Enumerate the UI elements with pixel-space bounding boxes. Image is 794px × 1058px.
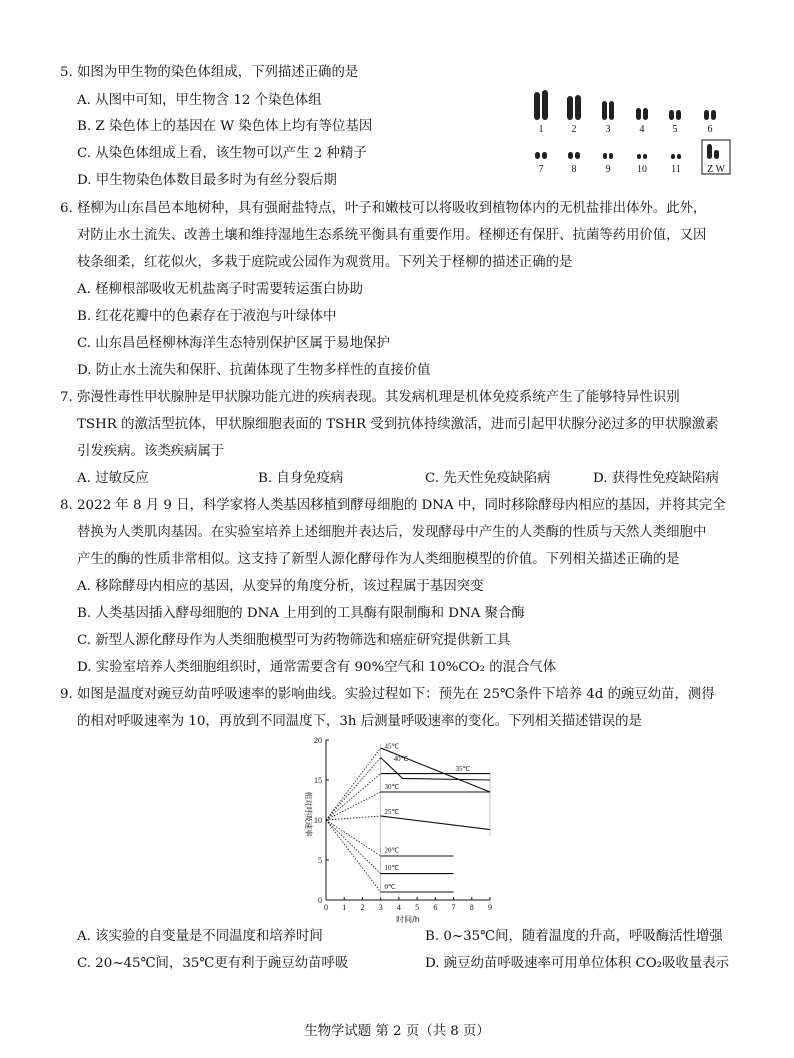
karyo-label: 5 (672, 124, 678, 135)
x-tick-label: 3 (378, 903, 383, 912)
series-label: 20℃ (384, 846, 400, 855)
series-dotted-segment (326, 792, 381, 820)
chromosome-pair-4 (636, 108, 648, 120)
q6-option-a: A. 柽柳根部吸收无机盐离子时需要转运蛋白协助 (77, 282, 363, 297)
q7-stem-line1: 7. 弥漫性毒性甲状腺肿是甲状腺功能亢进的疾病表现。其发病机理是机体免疫系统产生了能够特异性识别 (60, 390, 680, 405)
series-dotted-segment (326, 820, 381, 874)
q7-option-d: D. 获得性免疫缺陷病 (593, 471, 719, 486)
series-dotted-segment (326, 774, 381, 820)
q6-stem-line1: 6. 柽柳为山东昌邑本地树种，具有强耐盐特点，叶子和嫩枝可以将吸收到植物体内的无机盐排出体外。此外， (60, 201, 707, 216)
karyo-label: 10 (637, 164, 647, 175)
q8-stem-line3: 产生的酶的性质非常相似。这支持了新型人源化酵母作为人类细胞模型的价值。下列相关描述正确的是 (77, 552, 680, 567)
chromosome-pair-7 (535, 152, 547, 159)
karyo-label: 9 (605, 164, 611, 175)
chromosome-pair-2 (567, 95, 581, 120)
series-dotted-segment (326, 820, 381, 892)
x-tick-label: 2 (360, 903, 365, 912)
chromosome-pair-9 (603, 153, 613, 159)
chromosome-pair-5 (669, 110, 681, 120)
chromosome-pair-zw (707, 144, 719, 159)
chromosome-pair-6 (704, 110, 716, 120)
q9-option-c: C. 20~45℃间，35℃更有利于豌豆幼苗呼吸 (77, 956, 349, 971)
karyo-label: Z W (707, 164, 725, 175)
q6-option-b: B. 红花花瓣中的色素存在于液泡与叶绿体中 (77, 309, 337, 324)
karyo-label: 6 (707, 124, 713, 135)
karyo-label: 8 (571, 164, 577, 175)
q7-stem-line2: TSHR 的激活型抗体，甲状腺细胞表面的 TSHR 受到抗体持续激活，进而引起甲状腺分泌过多的甲状腺激素 (77, 417, 719, 432)
y-tick-label: 10 (314, 816, 322, 825)
q8-option-a: A. 移除酵母内相应的基因，从变异的角度分析，该过程属于基因突变 (77, 579, 484, 594)
x-tick-label: 6 (433, 903, 438, 912)
y-tick-label: 0 (318, 896, 322, 905)
q9-option-a: A. 该实验的自变量是不同温度和培养时间 (77, 929, 323, 944)
chromosome-pair-8 (568, 152, 580, 159)
q6-option-d: D. 防止水土流失和保肝、抗菌体现了生物多样性的直接价值 (77, 363, 431, 378)
q7-option-c: C. 先天性免疫缺陷病 (425, 471, 551, 486)
x-tick-label: 0 (324, 903, 328, 912)
karyo-label: 7 (538, 164, 544, 175)
q8-option-c: C. 新型人源化酵母作为人类细胞模型可为药物筛选和癌症研究提供新工具 (77, 633, 511, 648)
series-label: 30℃ (384, 783, 400, 792)
q7-stem-line3: 引发疾病。该类疾病属于 (77, 444, 225, 459)
q9-stem-line1: 9. 如图是温度对豌豆幼苗呼吸速率的影响曲线。实验过程如下：预先在 25℃条件下培养 4d 的豌豆幼苗，测得 (60, 687, 715, 702)
q8-option-b: B. 人类基因插入酵母细胞的 DNA 上用到的工具酶有限制酶和 DNA 聚合酶 (77, 606, 525, 621)
x-tick-label: 1 (342, 903, 347, 912)
q9-option-d: D. 豌豆幼苗呼吸速率可用单位体积 CO₂吸收量表示 (425, 956, 730, 971)
karyo-label: 1 (538, 124, 544, 135)
q6-option-c: C. 山东昌邑柽柳林海洋生态特别保护区属于易地保护 (77, 336, 390, 351)
q5-option-b: B. Z 染色体上的基因在 W 染色体上均有等位基因 (77, 119, 373, 134)
karyo-label: 3 (605, 124, 611, 135)
series-line (381, 816, 490, 830)
y-tick-label: 15 (314, 776, 322, 785)
series-label: 10℃ (384, 864, 400, 872)
series-label: 35℃ (455, 764, 471, 773)
q7-option-b: B. 自身免疫病 (258, 471, 344, 486)
q5-option-c: C. 从染色体组成上看，该生物可以产生 2 种精子 (77, 146, 367, 161)
series-label: 25℃ (384, 808, 400, 816)
series-dotted-segment (326, 816, 381, 820)
q5-option-a: A. 从图中可知，甲生物含 12 个染色体组 (77, 93, 322, 108)
karyo-label: 2 (571, 124, 577, 135)
x-tick-label: 7 (451, 903, 456, 912)
y-tick-label: 20 (314, 736, 322, 745)
q8-stem-line2: 替换为人类肌肉基因。在实验室培养上述细胞并表达后，发现酵母中产生的人类酶的性质与天然人类细胞中 (77, 525, 707, 540)
chart-ylabel: 相对呼吸速率 (304, 791, 313, 837)
q8-option-d: D. 实验室培养人类细胞组织时，通常需要含有 90%空气和 10%CO₂ 的混合气体 (77, 660, 557, 675)
series-label: 45℃ (384, 742, 400, 751)
chromosome-pair-1 (534, 90, 548, 120)
chromosome-pair-3 (602, 101, 614, 120)
q7-option-a: A. 过敏反应 (77, 471, 149, 486)
series-dotted-segment (326, 758, 381, 820)
q5-option-d: D. 甲生物染色体数目最多时为有丝分裂后期 (77, 173, 337, 188)
series-dotted-segment (326, 748, 381, 820)
q5-stem: 5. 如图为甲生物的染色体组成，下列描述正确的是 (60, 65, 359, 80)
series-label: 40℃ (393, 755, 409, 764)
chromosome-pair-11 (671, 154, 681, 159)
chromosome-pair-10 (637, 154, 647, 159)
respiration-rate-chart (296, 732, 508, 924)
karyo-label: 11 (671, 164, 681, 175)
x-tick-label: 9 (488, 903, 492, 912)
karyotype-figure (528, 86, 738, 178)
series-label: 0℃ (384, 883, 396, 892)
page-footer: 生物学试题 第 2 页（共 8 页） (304, 1024, 490, 1039)
q6-stem-line3: 枝条细柔，红花似火，多栽于庭院或公园作为观赏用。下列关于柽柳的描述正确的是 (77, 255, 573, 270)
karyo-label: 4 (639, 124, 645, 135)
x-tick-label: 5 (415, 903, 420, 912)
y-tick-label: 5 (318, 856, 322, 865)
q6-stem-line2: 对防止水土流失、改善土壤和维持湿地生态系统平衡具有重要作用。柽柳还有保肝、抗菌等药用价值，又因 (77, 228, 707, 243)
q9-option-b: B. 0~35℃间，随着温度的升高，呼吸酶活性增强 (425, 929, 723, 944)
chart-xlabel: 时间/h (396, 915, 420, 924)
x-tick-label: 8 (469, 903, 474, 912)
q9-stem-line2: 的相对呼吸速率为 10，再放到不同温度下，3h 后测量呼吸速率的变化。下列相关描述错误的是 (77, 714, 642, 729)
x-tick-label: 4 (396, 903, 401, 912)
q8-stem-line1: 8. 2022 年 8 月 9 日，科学家将人类基因移植到酵母细胞的 DNA 中，同时移除酵母内相应的基因，并将其完全 (60, 498, 726, 513)
series-dotted-segment (326, 820, 381, 856)
